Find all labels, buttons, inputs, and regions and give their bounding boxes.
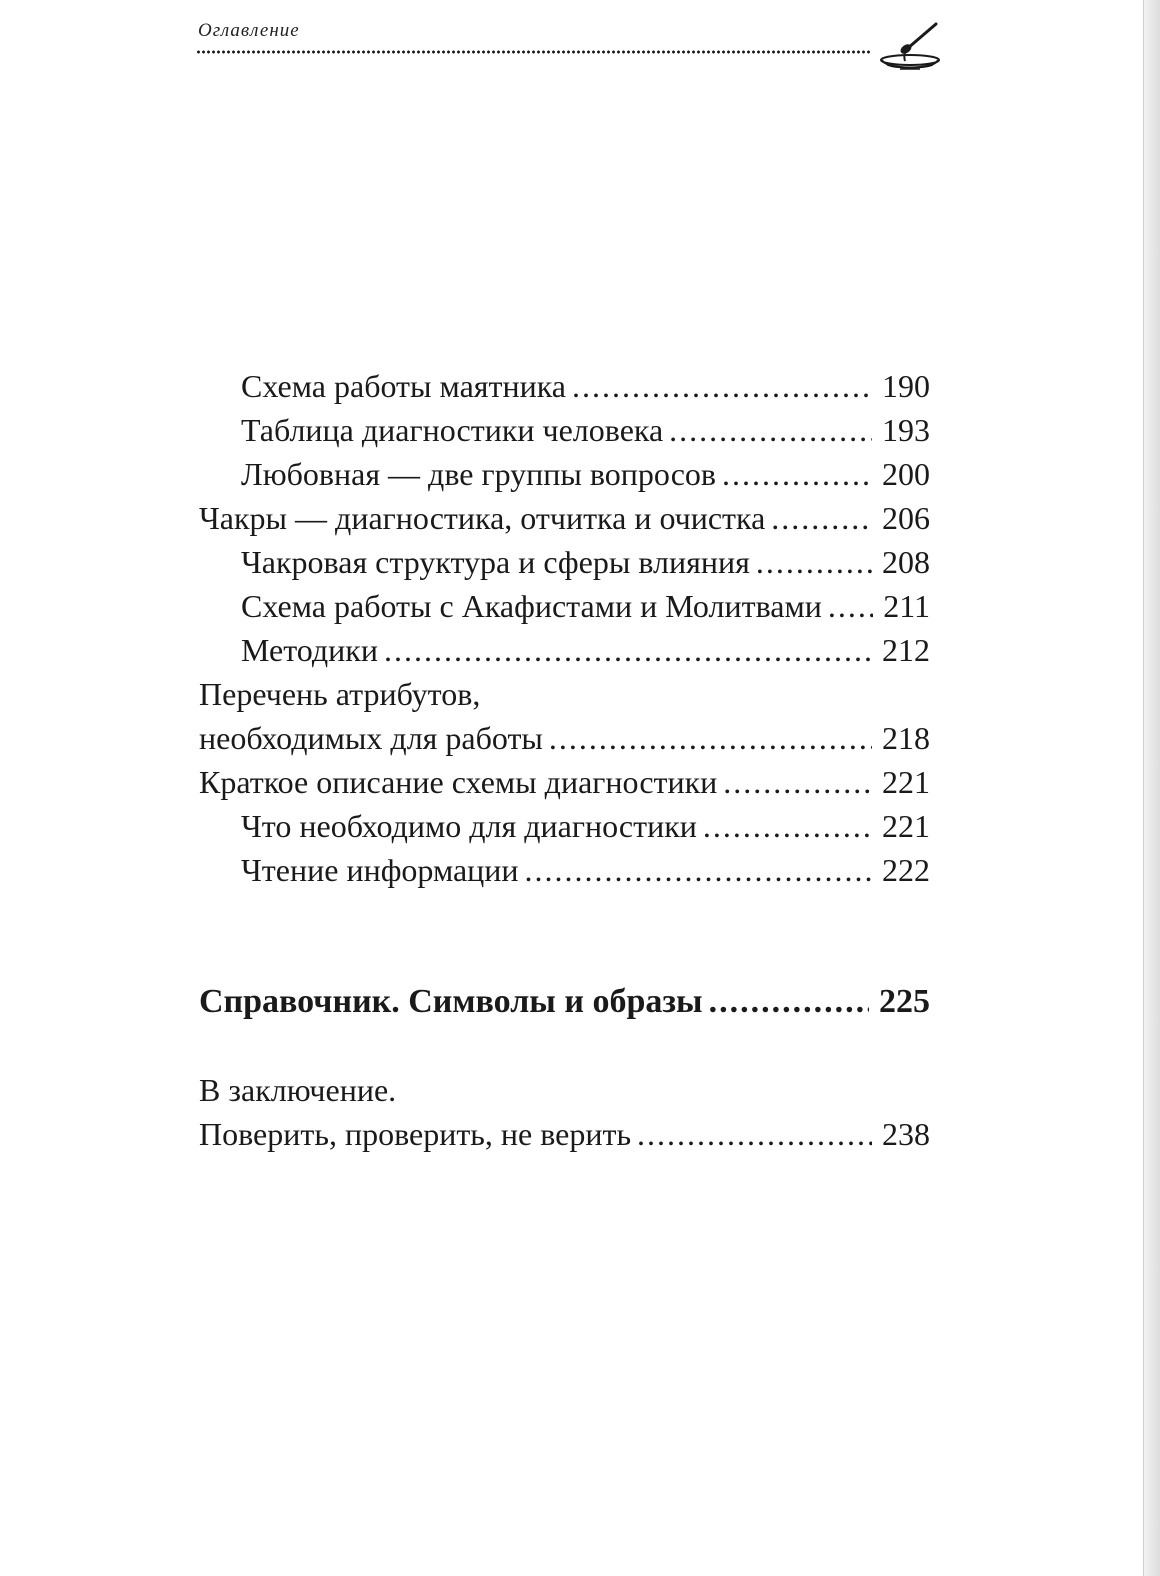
spacer	[199, 1026, 930, 1068]
dot-leader	[572, 364, 872, 408]
toc-entry-title: Что необходимо для диагностики	[241, 808, 697, 844]
toc-conclusion-title: Поверить, проверить, не верить	[199, 1116, 632, 1152]
table-of-contents	[199, 364, 930, 1156]
toc-entry-page: 211	[883, 588, 930, 624]
toc-entry[interactable]	[199, 628, 930, 672]
toc-entry-page: 193	[882, 412, 930, 448]
page-edge	[1143, 0, 1160, 1576]
toc-entry-title: необходимых для работы	[199, 720, 543, 756]
toc-entry[interactable]	[199, 452, 930, 496]
toc-entry[interactable]	[199, 496, 930, 540]
toc-entry-title: Чтение информации	[241, 852, 519, 888]
dot-leader	[703, 804, 872, 848]
toc-entry-title: Схема работы маятника	[241, 368, 566, 404]
dot-leader	[549, 716, 872, 760]
toc-section-entry[interactable]	[199, 978, 930, 1026]
toc-entry-title: Схема работы с Акафистами и Молитвами	[241, 588, 822, 624]
dot-leader	[771, 496, 872, 540]
toc-entry-page: 222	[882, 852, 930, 888]
toc-entry-title-line1: Перечень атрибутов,	[199, 676, 481, 712]
toc-entry-page: 221	[882, 764, 930, 800]
dot-leader	[669, 408, 872, 452]
dot-leader	[756, 540, 872, 584]
running-head: Оглавление	[198, 20, 300, 41]
toc-entry-title: Методики	[241, 632, 378, 668]
toc-entry-title: Краткое описание схемы диагностики	[199, 764, 718, 800]
toc-conclusion-entry[interactable]	[199, 1112, 930, 1156]
dot-leader	[828, 584, 873, 628]
toc-entry-page: 208	[882, 544, 930, 580]
toc-entry-title: Чакровая структура и сферы влияния	[241, 544, 750, 580]
dot-leader	[722, 452, 872, 496]
toc-entry[interactable]	[199, 540, 930, 584]
toc-entry-page: 218	[882, 720, 930, 756]
dot-leader	[525, 848, 872, 892]
dot-leader	[637, 1112, 872, 1156]
bowl-spoon-icon	[878, 18, 942, 74]
dot-leader	[709, 978, 869, 1026]
toc-entry[interactable]	[199, 804, 930, 848]
toc-entry[interactable]	[199, 584, 930, 628]
toc-entry-title: Чакры — диагностика, отчитка и очистка	[199, 500, 766, 536]
toc-entry-page: 190	[882, 368, 930, 404]
toc-section-page: 225	[879, 983, 930, 1020]
toc-entry[interactable]	[199, 364, 930, 408]
toc-entry-title: Любовная — две группы вопросов	[241, 456, 717, 492]
toc-entry-page: 221	[882, 808, 930, 844]
toc-conclusion-page: 238	[882, 1116, 930, 1152]
toc-entry[interactable]	[199, 848, 930, 892]
toc-entry-page: 206	[882, 500, 930, 536]
toc-entry-page: 200	[882, 456, 930, 492]
toc-entry[interactable]	[199, 408, 930, 452]
toc-entry[interactable]	[199, 760, 930, 804]
toc-entry-first-line	[199, 672, 930, 716]
toc-entry-title: Таблица диагностики человека	[241, 412, 664, 448]
toc-entry[interactable]	[199, 716, 930, 760]
toc-conclusion-title-line1: В заключение.	[199, 1072, 397, 1108]
header-dotted-rule	[196, 50, 870, 54]
spacer	[199, 892, 930, 978]
dot-leader	[384, 628, 872, 672]
toc-conclusion-first-line	[199, 1068, 930, 1112]
toc-entry-page: 212	[882, 632, 930, 668]
dot-leader	[723, 760, 872, 804]
toc-section-title: Справочник. Символы и образы	[199, 983, 703, 1020]
